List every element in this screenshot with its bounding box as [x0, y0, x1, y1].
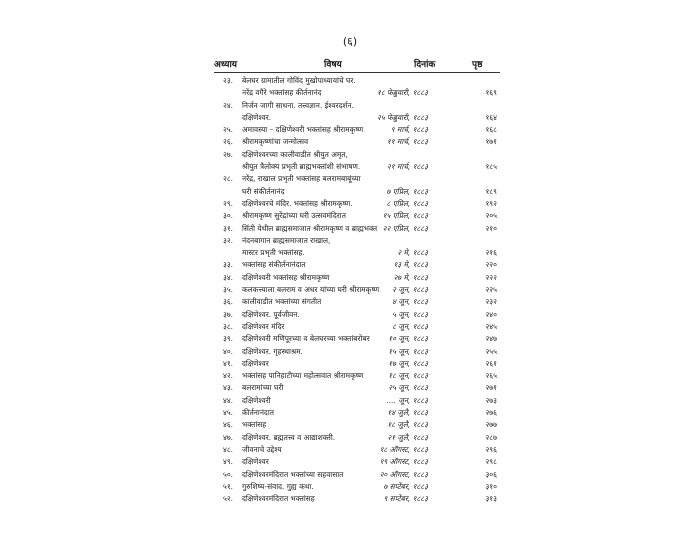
- chapter-number: ५०.: [223, 469, 234, 479]
- chapter-number: ४०.: [223, 346, 234, 356]
- page-text: २६१: [485, 358, 497, 368]
- page-header: पृष्ठ: [472, 60, 483, 70]
- toc-rows: [214, 73, 500, 505]
- toc-row: [214, 432, 500, 444]
- toc-row: [214, 395, 500, 407]
- date-text: २५ फेब्रुवारी, १८८३: [377, 112, 428, 122]
- subject-text: श्रीरामकृष्ण सुरेंद्रांच्या घरी उत्सवमंदिरात: [242, 211, 346, 221]
- toc-row: [214, 173, 500, 185]
- date-text: १८ जून, १८८३: [388, 371, 428, 381]
- chapter-number: ३५.: [223, 285, 234, 295]
- subject-text: निर्जन जागी साधना. तत्त्वज्ञान. ईश्वरदर्शन.: [242, 100, 354, 110]
- page-text: १८९: [485, 186, 497, 196]
- chapter-header: अध्याय: [214, 60, 238, 70]
- toc-row: [214, 161, 500, 173]
- chapter-number: ३१.: [223, 223, 234, 233]
- subject-text: बेलघर ग्रामातील गोविंद मुखोपाध्यायांचे घर.: [242, 76, 356, 85]
- subject-text: सिंती येथील ब्राह्मसमाजात श्रीरामकृष्ण व ब्राह्मभक्त: [242, 223, 378, 233]
- toc-row: [214, 309, 500, 321]
- page-text: २९८: [485, 457, 497, 467]
- page-text: २८७: [485, 432, 497, 442]
- page-text: २४५: [485, 321, 497, 331]
- chapter-number: ३३.: [223, 260, 234, 270]
- subject-text: बलरामांच्या घरी: [242, 383, 284, 393]
- page-text: २४७: [485, 334, 497, 344]
- toc-row: [214, 235, 500, 247]
- chapter-number: ३६.: [223, 297, 234, 307]
- page-text: २४०: [485, 309, 497, 319]
- page-text: २२५: [485, 285, 497, 295]
- toc-row: [214, 333, 500, 345]
- toc-row: [214, 370, 500, 382]
- toc-row: [214, 321, 500, 333]
- date-text: ५ जून, १८८३: [392, 309, 428, 319]
- chapter-number: ३२.: [223, 235, 234, 245]
- page-text: २७७: [485, 420, 497, 430]
- toc-row: [214, 124, 500, 136]
- page-text: १७१: [485, 137, 497, 147]
- toc-row: [214, 407, 500, 419]
- subject-text: कालीवाडीत भक्तांच्या संगतीत: [242, 297, 322, 307]
- toc-row: [214, 358, 500, 370]
- toc-row: [214, 136, 500, 148]
- page-text: २९६: [485, 444, 497, 454]
- toc-row: [214, 198, 500, 210]
- toc-row: [214, 186, 500, 198]
- chapter-number: ५२.: [223, 494, 234, 504]
- date-text: २५ जून, १८८३: [388, 383, 428, 393]
- page-text: २२०: [485, 260, 497, 270]
- date-text: ९ मार्च, १८८३: [390, 125, 428, 135]
- subject-text: अमावस्या – दक्षिणेश्वरी भक्तांसह श्रीरामकृष्ण: [242, 125, 364, 135]
- subject-text: भक्तांसह पानिहाटीच्या महोत्सवात श्रीरामकृष्ण: [242, 371, 364, 381]
- toc-row: [214, 272, 500, 284]
- subject-text: दक्षिणेश्वरच्या कालीवाडीत श्रीयुत अमृत,: [242, 149, 348, 159]
- page-text: ३१०: [485, 481, 497, 491]
- page-text: २७६: [485, 408, 497, 418]
- page-text: २७१: [485, 383, 497, 393]
- chapter-number: ४२.: [223, 371, 234, 381]
- chapter-number: ३८.: [223, 321, 234, 331]
- subject-text: घरी संकीर्तनानंद: [242, 186, 285, 196]
- subject-header: विषय: [324, 60, 342, 70]
- page-text: ३१३: [485, 494, 497, 504]
- toc-row: [214, 149, 500, 161]
- subject-text: दक्षिणेश्वर: [242, 457, 269, 467]
- date-text: २१ जुलै, १८८३: [387, 432, 428, 442]
- date-text: १३ मे, १८८३: [393, 260, 428, 270]
- page-text: २३२: [485, 297, 497, 307]
- subject-text: दक्षिणेश्वरमंदिरात भक्तांसह: [242, 494, 315, 504]
- chapter-number: २९.: [223, 198, 234, 208]
- chapter-number: ४३.: [223, 383, 234, 393]
- toc-row: [214, 247, 500, 259]
- page-text: २२२: [485, 272, 497, 282]
- date-text: २ मे, १८८३: [397, 248, 428, 258]
- toc-row: [214, 481, 500, 493]
- toc-row: [214, 493, 500, 505]
- toc-row: [214, 444, 500, 456]
- date-text: ४ जून, १८८३: [392, 297, 428, 307]
- toc-row: [214, 296, 500, 308]
- subject-text: दक्षिणेश्वरमंदिरात भक्तांच्या सहवासात: [242, 469, 344, 479]
- toc-row: [214, 284, 500, 296]
- subject-text: दक्षिणेश्वरी भक्तांसह श्रीरामकृष्ण: [242, 272, 330, 282]
- chapter-number: २८.: [223, 174, 234, 184]
- toc-row: [214, 112, 500, 124]
- subject-text: श्रीरामकृष्णांचा जन्मोत्सव: [242, 137, 309, 147]
- chapter-number: ३९.: [223, 334, 234, 344]
- chapter-number: २४.: [223, 100, 234, 110]
- subject-text: भक्तांसह संकीर्तनानंदात: [242, 260, 306, 270]
- subject-text: श्रीयुत त्रैलोक्य प्रभृती ब्राह्मभक्तांशी संभाषण.: [242, 162, 361, 172]
- toc-row: [214, 346, 500, 358]
- page-text: २०५: [485, 211, 497, 221]
- subject-text: कलकत्त्याला बलराम व अधर यांच्या घरी श्रीरामकृष्ण: [242, 285, 380, 295]
- subject-text: दक्षिणेश्वरचे मंदिर. भक्तांसह श्रीरामकृष्ण.: [242, 198, 353, 208]
- page-text: १६४: [485, 112, 497, 122]
- subject-text: मास्टर प्रभृती भक्तांसह.: [242, 248, 305, 258]
- subject-text: दक्षिणेश्वरी मणिपूरच्या व बेलघरच्या भक्तांबरोबर: [242, 334, 370, 344]
- table-header: [214, 55, 500, 73]
- date-text: २१ मार्च, १८८३: [386, 162, 428, 172]
- chapter-number: २५.: [223, 125, 234, 135]
- chapter-number: ३४.: [223, 272, 234, 282]
- page-text: २५५: [485, 346, 497, 356]
- chapter-number: २३.: [223, 76, 234, 85]
- date-text: २ जून, १८८३: [392, 285, 428, 295]
- date-text: २७ मे, १८८३: [393, 272, 428, 282]
- date-text: १९ ऑगस्ट, १८८३: [379, 457, 428, 467]
- date-text: २० ऑगस्ट, १८८३: [379, 469, 428, 479]
- toc-row: [214, 223, 500, 235]
- date-text: ८ जून, १८८३: [392, 321, 428, 331]
- subject-text: दक्षिणेश्वरी: [242, 395, 271, 405]
- subject-text: भक्तांसह: [242, 420, 267, 430]
- date-text: ७ सप्टेंबर, १८८३: [383, 481, 428, 491]
- date-text: .... जून, १८८३: [386, 395, 428, 405]
- date-text: २२ एप्रिल, १८८३: [382, 223, 428, 233]
- page-text: १८५: [485, 162, 497, 172]
- date-text: ११ मार्च, १८८३: [386, 137, 428, 147]
- chapter-number: ४७.: [223, 432, 234, 442]
- date-text: १० जून, १८८३: [388, 334, 428, 344]
- chapter-number: २७.: [223, 149, 234, 159]
- subject-text: दक्षिणेश्वर. गृहस्थाश्रम.: [242, 346, 303, 356]
- page-text: १६९: [485, 88, 497, 98]
- chapter-number: ४९.: [223, 457, 234, 467]
- date-text: १८ ऑगस्ट, १८८३: [379, 444, 428, 454]
- page-text: १९२: [485, 198, 497, 208]
- subject-text: कीर्तनानंदात: [242, 408, 274, 418]
- chapter-number: ३०.: [223, 211, 234, 221]
- toc-row: [214, 100, 500, 112]
- subject-text: दक्षिणेश्वर मंदिर: [242, 321, 285, 331]
- page-number: (६): [342, 35, 358, 48]
- subject-text: दक्षिणेश्वर. ब्रह्मतत्त्व व आद्याशक्ती.: [242, 432, 336, 442]
- date-text: ७ एप्रिल, १८८३: [386, 186, 428, 196]
- date-text: १७ जून, १८८३: [388, 358, 428, 368]
- page-text: २१६: [485, 248, 497, 258]
- subject-text: नरेंद्र वगैरे भक्तांसह कीर्तनानंद: [242, 88, 322, 98]
- date-text: १५ एप्रिल, १८८३: [382, 211, 428, 221]
- toc-row: [214, 456, 500, 468]
- subject-text: जीवनाचे उद्देश्य: [242, 444, 282, 454]
- subject-text: दक्षिणेश्वर.: [242, 112, 272, 122]
- toc-row: [214, 382, 500, 394]
- date-text: ८ एप्रिल, १८८३: [386, 198, 428, 208]
- toc-row: [214, 75, 500, 87]
- page-text: २१०: [485, 223, 497, 233]
- date-text: ९ सप्टेंबर, १८८३: [383, 494, 428, 504]
- chapter-number: ४८.: [223, 444, 234, 454]
- subject-text: दक्षिणेश्वर: [242, 358, 269, 368]
- date-text: १८ जुलै, १८८३: [387, 420, 428, 430]
- toc-row: [214, 210, 500, 222]
- subject-text: गुरुशिष्य-संवाद. गुह्य कथा.: [242, 481, 314, 491]
- page-text: २७३: [485, 395, 497, 405]
- chapter-number: ४४.: [223, 395, 234, 405]
- chapter-number: ३७.: [223, 309, 234, 319]
- subject-text: दक्षिणेश्वर. पूर्वजीवन.: [242, 309, 300, 319]
- table-of-contents: [214, 55, 500, 505]
- subject-text: नंदनबागान ब्राह्मसमाजात राखाल,: [242, 235, 331, 245]
- subject-text: नरेंद्र, राखाल प्रभृती भक्तांसह बलरामबाबूंच्या: [242, 174, 361, 184]
- toc-row: [214, 87, 500, 99]
- page-text: ३०६: [485, 469, 497, 479]
- chapter-number: २६.: [223, 137, 234, 147]
- toc-row: [214, 419, 500, 431]
- date-text: १४ जुलै, १८८३: [387, 408, 428, 418]
- toc-row: [214, 469, 500, 481]
- page-text: २६५: [485, 371, 497, 381]
- date-header: दिनांक: [414, 60, 436, 70]
- chapter-number: ४५.: [223, 408, 234, 418]
- chapter-number: ५१.: [223, 481, 234, 491]
- date-text: १८ फेब्रुवारी, १८८३: [377, 88, 428, 98]
- page-text: १६८: [485, 125, 497, 135]
- chapter-number: ४१.: [223, 358, 234, 368]
- toc-row: [214, 259, 500, 271]
- date-text: १५ जून, १८८३: [388, 346, 428, 356]
- chapter-number: ४६.: [223, 420, 234, 430]
